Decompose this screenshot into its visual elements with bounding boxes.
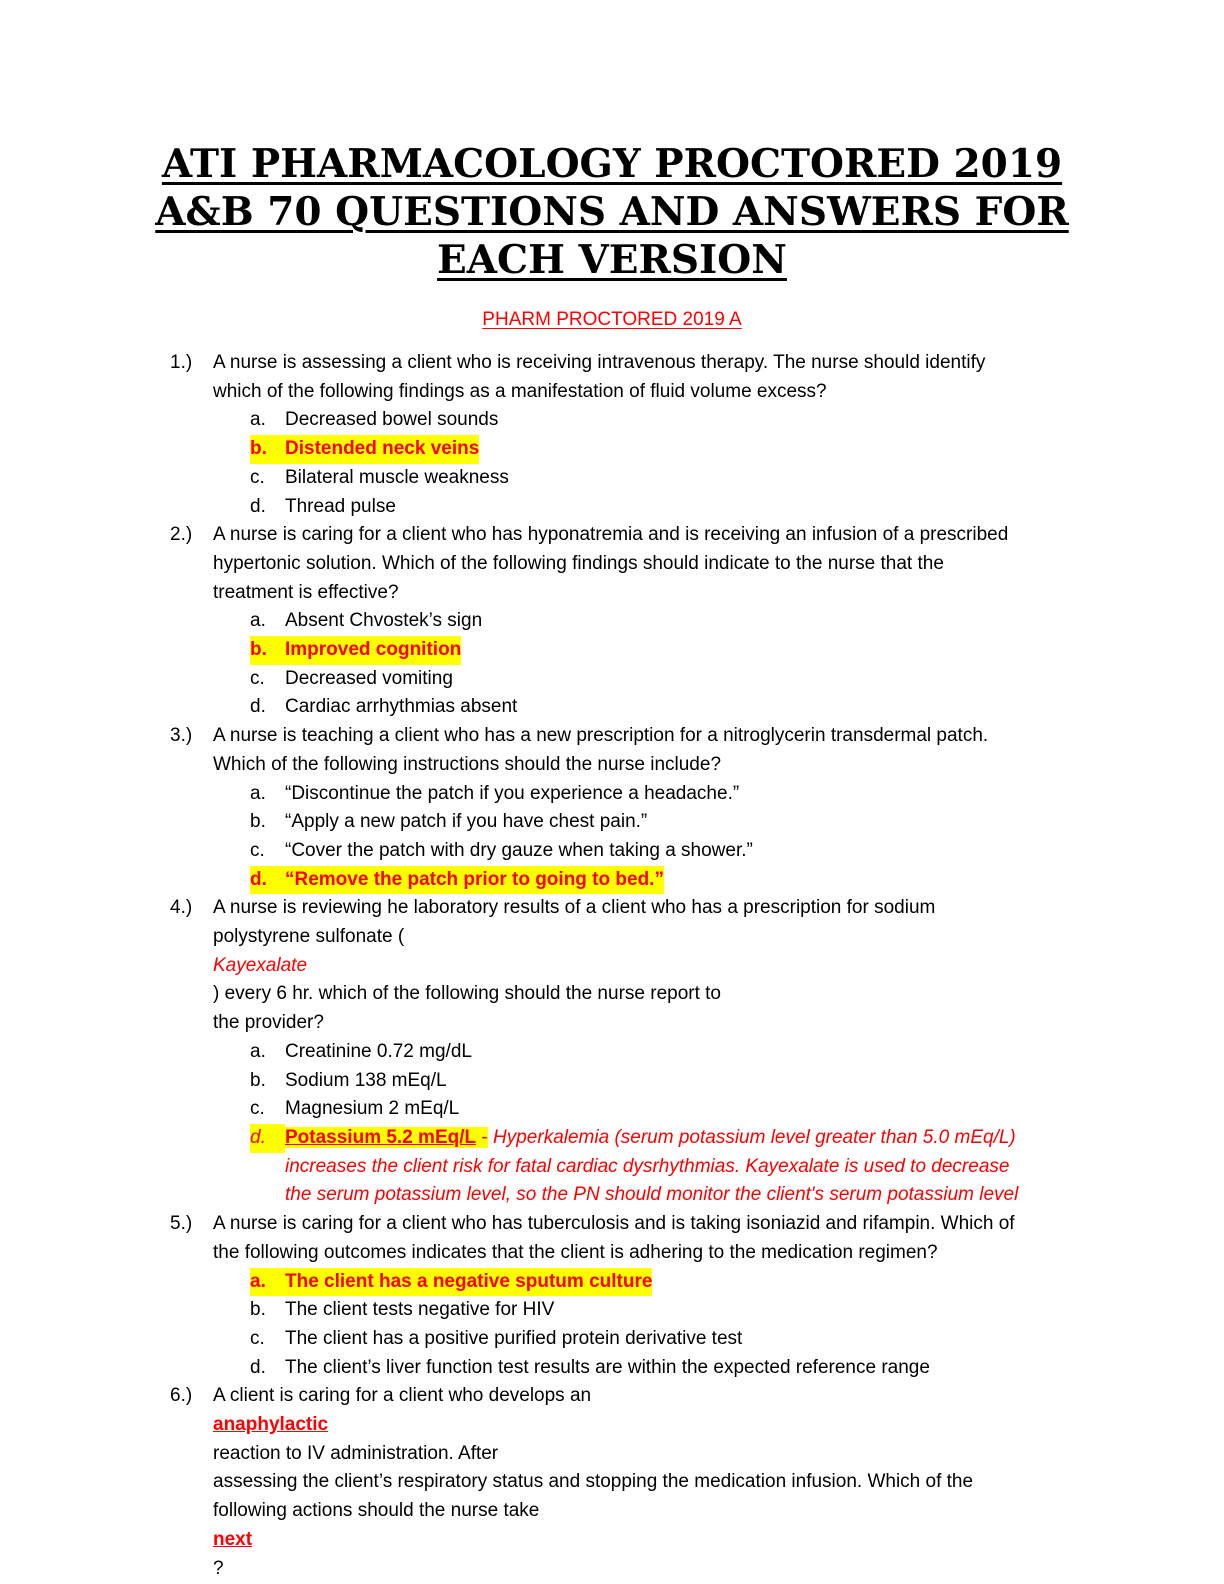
question-6 <box>170 1382 1070 1583</box>
question-2 <box>170 521 1070 722</box>
option-letter: a. <box>250 610 266 632</box>
option-letter: c. <box>250 466 265 488</box>
option-text: Sodium 138 mEq/L <box>285 1069 447 1091</box>
option-d-correct <box>250 1124 1070 1210</box>
question-number: 3.) <box>170 725 193 747</box>
question-5 <box>170 1210 1070 1382</box>
option-letter: a. <box>250 1270 266 1292</box>
option-a-correct <box>250 1268 1070 1297</box>
option-text: Cardiac arrhythmias absent <box>285 696 518 718</box>
question-number: 6.) <box>170 1385 193 1407</box>
option-d <box>250 693 1070 722</box>
option-b <box>250 1067 1070 1096</box>
answer-explanation: Hyperkalemia (serum potassium level greater than 5.0 mEq/L) <box>487 1126 1016 1148</box>
answer-options <box>250 406 1070 521</box>
option-letter: c. <box>250 667 265 689</box>
option-text: Distended neck veins <box>285 438 480 460</box>
keyword-emphasis: next <box>213 1528 253 1550</box>
answer-explanation: increases the client risk for fatal cardiac dysrhythmias. Kayexalate is used to decrease <box>285 1155 1010 1177</box>
correct-answer-highlight <box>250 1268 652 1297</box>
correct-answer-highlight <box>250 636 461 665</box>
option-a <box>250 607 1070 636</box>
option-c <box>250 464 1070 493</box>
title-line: ATI PHARMACOLOGY PROCTORED 2019 <box>161 141 1063 187</box>
option-letter: b. <box>250 639 267 661</box>
question-stem <box>213 1210 1070 1267</box>
option-c <box>250 665 1070 694</box>
option-d <box>250 1354 1070 1383</box>
answer-options <box>250 607 1070 722</box>
answer-options <box>250 780 1070 895</box>
option-letter: a. <box>250 782 266 804</box>
option-letter: b. <box>250 438 267 460</box>
option-b <box>250 808 1070 837</box>
option-letter: b. <box>250 1299 266 1321</box>
option-text: Bilateral muscle weakness <box>285 466 509 488</box>
option-a <box>250 780 1070 809</box>
question-line: A nurse is assessing a client who is receiving intravenous therapy. The nurse should identify <box>213 352 986 373</box>
option-b-correct <box>250 636 1070 665</box>
question-4 <box>170 894 1070 1210</box>
option-text: Improved cognition <box>285 639 462 661</box>
question-stem <box>213 521 1070 607</box>
option-a <box>250 1038 1070 1067</box>
question-number: 5.) <box>170 1213 193 1235</box>
option-text: Magnesium 2 mEq/L <box>285 1098 460 1120</box>
option-letter: b. <box>250 1069 266 1091</box>
question-line: the following outcomes indicates that the client is adhering to the medication regimen? <box>213 1241 938 1263</box>
option-d <box>250 493 1070 522</box>
text-run: following actions should the nurse take <box>213 1500 540 1522</box>
option-letter: a. <box>250 1040 266 1062</box>
question-stem <box>213 722 1070 779</box>
answer-options <box>250 1038 1070 1210</box>
option-text: “Apply a new patch if you have chest pain.” <box>285 811 648 833</box>
option-text: “Discontinue the patch if you experience a headache.” <box>285 782 740 804</box>
option-a <box>250 406 1070 435</box>
question-line: treatment is effective? <box>213 581 399 603</box>
option-letter: d. <box>250 868 267 890</box>
option-letter: c. <box>250 839 265 861</box>
text-run: ) every 6 hr. which of the following should the nurse report to <box>213 983 721 1005</box>
question-stem <box>213 349 1070 406</box>
question-line: which of the following findings as a manifestation of fluid volume excess? <box>213 380 827 402</box>
question-line: the provider? <box>213 1012 324 1034</box>
answer-dash: - <box>476 1126 488 1148</box>
question-line: A nurse is reviewing he laboratory results of a client who has a prescription for sodium <box>213 897 936 919</box>
question-line <box>213 1382 1070 1468</box>
option-text <box>285 1124 1070 1210</box>
question-stem <box>213 1382 1070 1583</box>
option-text: The client has a positive purified protein derivative test <box>285 1327 743 1349</box>
question-number: 4.) <box>170 897 193 919</box>
question-stem <box>213 894 1070 1038</box>
option-letter: d. <box>250 495 266 517</box>
text-run: ? <box>213 1557 224 1579</box>
option-letter: d. <box>250 1356 266 1378</box>
option-text: “Cover the patch with dry gauze when taking a shower.” <box>285 839 753 861</box>
option-text: Thread pulse <box>285 495 396 517</box>
section-heading: PHARM PROCTORED 2019 A <box>482 309 742 330</box>
question-line <box>213 1497 1070 1583</box>
question-line: A nurse is caring for a client who has tuberculosis and is taking isoniazid and rifampin. Which of <box>213 1213 1015 1235</box>
option-text: The client’s liver function test results are within the expected reference range <box>285 1356 930 1378</box>
correct-answer-highlight <box>250 435 479 464</box>
title-line: EACH VERSION <box>437 237 787 283</box>
option-letter: c. <box>250 1327 265 1349</box>
question-line: assessing the client’s respiratory status and stopping the medication infusion. Which of the <box>213 1471 974 1493</box>
keyword-emphasis: anaphylactic <box>213 1414 329 1436</box>
text-run: reaction to IV administration. After <box>213 1442 499 1464</box>
question-line: A nurse is teaching a client who has a new prescription for a nitroglycerin transdermal patch. <box>213 725 989 747</box>
option-text: Creatinine 0.72 mg/dL <box>285 1040 472 1062</box>
option-text: The client tests negative for HIV <box>285 1299 555 1321</box>
option-c <box>250 837 1070 866</box>
option-text: Decreased bowel sounds <box>285 409 499 431</box>
question-number: 1.) <box>170 352 193 373</box>
option-d-correct <box>250 866 1070 895</box>
option-text: The client has a negative sputum culture <box>285 1270 653 1292</box>
question-line: A nurse is caring for a client who has hyponatremia and is receiving an infusion of a prescribed <box>213 524 1009 546</box>
option-text: Decreased vomiting <box>285 667 453 689</box>
question-line: hypertonic solution. Which of the following findings should indicate to the nurse that the <box>213 552 944 574</box>
option-letter: d. <box>250 696 266 718</box>
option-b <box>250 1296 1070 1325</box>
question-line: Which of the following instructions should the nurse include? <box>213 753 722 775</box>
question-3 <box>170 722 1070 894</box>
correct-answer-highlight: Potassium 5.2 mEq/L <box>285 1126 477 1148</box>
question-number: 2.) <box>170 524 193 546</box>
document-title <box>150 140 1074 284</box>
question-line <box>213 923 1070 1009</box>
answer-explanation: the serum potassium level, so the PN should monitor the client's serum potassium level <box>285 1184 1019 1206</box>
option-text: Absent Chvostek’s sign <box>285 610 483 632</box>
correct-answer-highlight <box>250 866 664 895</box>
question-list <box>170 349 1070 1583</box>
option-letter: c. <box>250 1098 265 1120</box>
option-text: “Remove the patch prior to going to bed.” <box>285 868 664 890</box>
option-c <box>250 1095 1070 1124</box>
option-letter: a. <box>250 409 266 431</box>
text-run: polystyrene sulfonate ( <box>213 926 405 948</box>
title-line: A&B 70 QUESTIONS AND ANSWERS FOR <box>155 189 1069 235</box>
answer-options <box>250 1268 1070 1383</box>
drug-name: Kayexalate <box>213 954 308 976</box>
text-run: A client is caring for a client who develops an <box>213 1385 592 1407</box>
option-c <box>250 1325 1070 1354</box>
option-letter: d. <box>250 1124 285 1153</box>
option-letter: b. <box>250 811 266 833</box>
option-b-correct <box>250 435 1070 464</box>
question-1 <box>170 349 1070 521</box>
